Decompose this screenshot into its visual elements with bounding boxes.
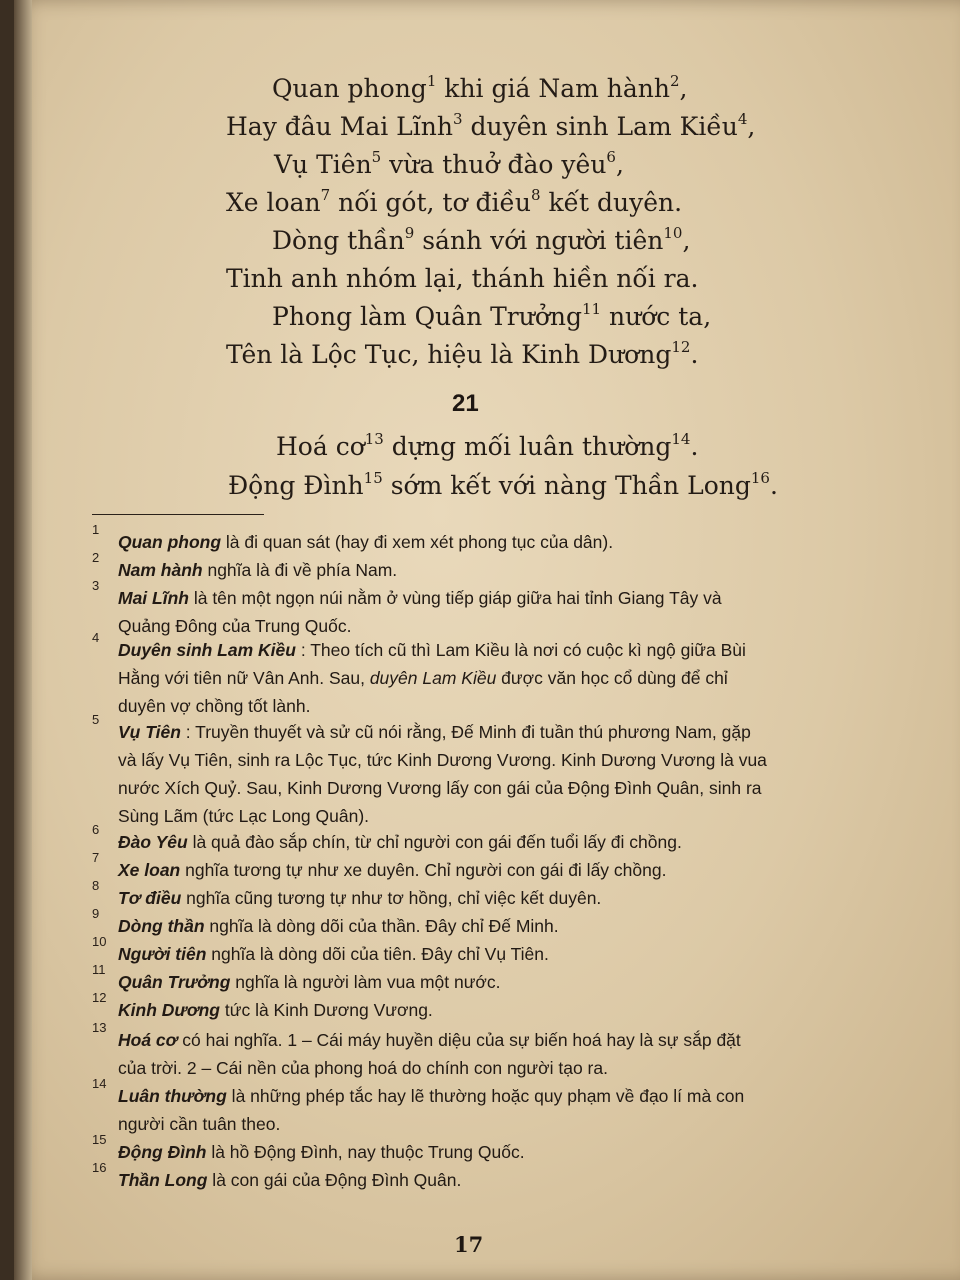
verse-text: Tinh anh nhóm lại, thánh hiền nối ra. — [226, 264, 699, 293]
footnote-number: 10 — [92, 934, 107, 949]
footnote-term: Quan phong — [118, 532, 222, 552]
footnote-ref: 16 — [750, 469, 770, 487]
footnote-number: 11 — [92, 962, 106, 977]
verse-text: , — [682, 226, 691, 255]
footnote-gloss: Hằng với tiên nữ Vân Anh. Sau, — [118, 668, 370, 688]
footnote-gloss: nghĩa là dòng dõi của tiên. Đây chỉ Vụ Tiên. — [206, 944, 549, 964]
verse-text: Hay đâu Mai Lĩnh — [226, 112, 453, 141]
footnote-term: Luân thường — [118, 1086, 227, 1106]
footnote-text — [118, 636, 868, 720]
footnote-number: 5 — [92, 712, 100, 727]
footnote-text — [118, 718, 868, 830]
footnote-gloss: là hồ Động Đình, nay thuộc Trung Quốc. — [206, 1142, 525, 1162]
footnote-emphasis: duyên Lam Kiều — [369, 668, 497, 688]
footnote-number: 3 — [92, 578, 100, 593]
verse-text: nối gót, tơ điều — [330, 188, 531, 217]
footnote-gloss: Sùng Lãm (tức Lạc Long Quân). — [118, 806, 370, 826]
verse-text: Động Đình — [228, 471, 364, 500]
footnote-ref: 1 — [426, 72, 437, 90]
verse-text: vừa thuở đào yêu — [381, 150, 607, 179]
verse-line — [226, 188, 682, 217]
verse-text: nước ta, — [601, 302, 712, 331]
footnote-ref: 2 — [670, 72, 680, 90]
verse-text: sớm kết với nàng Thần Long — [382, 471, 751, 500]
verse-text: Hoá cơ — [276, 432, 365, 461]
footnote-ref: 7 — [320, 186, 331, 204]
footnote-gloss: : Truyền thuyết và sử cũ nói rằng, Đế Minh đi tuần thú phương Nam, gặp — [180, 722, 751, 742]
footnote-gloss: nghĩa là đi về phía Nam. — [202, 560, 398, 580]
section-number: 21 — [452, 390, 479, 417]
page-number: 17 — [454, 1232, 484, 1257]
footnote-number: 9 — [92, 906, 100, 921]
footnote-text — [118, 828, 868, 856]
footnote-number: 6 — [92, 822, 100, 837]
verse-text: Tên là Lộc Tục, hiệu là Kinh Dương — [226, 340, 672, 369]
footnote-ref: 14 — [671, 430, 691, 448]
footnote-text — [118, 1166, 868, 1194]
verse-line — [226, 340, 698, 369]
footnote-gloss: người cần tuân theo. — [118, 1114, 281, 1134]
footnote-gloss: và lấy Vụ Tiên, sinh ra Lộc Tục, tức Kinh Dương Vương. Kinh Dương Vương là vua — [118, 750, 767, 770]
verse-text: Quan phong — [272, 74, 427, 103]
footnote-ref: 10 — [663, 224, 683, 242]
footnote-text — [118, 856, 868, 884]
verse-text: . — [769, 471, 778, 500]
footnote-number: 16 — [92, 1160, 107, 1175]
footnote-text — [118, 1082, 868, 1138]
verse-text: dựng mối luân thường — [383, 432, 672, 461]
footnote-gloss: nghĩa là người làm vua một nước. — [230, 972, 501, 992]
footnote-ref: 3 — [452, 110, 463, 128]
verse-line — [274, 150, 624, 179]
verse-text: . — [690, 340, 699, 369]
footnote-gloss: nghĩa cũng tương tự như tơ hồng, chỉ việc kết duyên. — [181, 888, 602, 908]
footnote-text — [118, 1026, 868, 1082]
footnote-gloss: của trời. 2 – Cái nền của phong hoá do chính con người tạo ra. — [118, 1058, 608, 1078]
verse-text: Dòng thần — [272, 226, 405, 255]
footnote-text — [118, 1138, 868, 1166]
footnote-gloss: là đi quan sát (hay đi xem xét phong tục của dân). — [221, 532, 614, 552]
footnote-text — [118, 584, 868, 640]
footnote-ref: 8 — [530, 186, 541, 204]
footnote-ref: 11 — [582, 300, 602, 318]
footnote-gloss: được văn học cổ dùng để chỉ — [496, 668, 728, 688]
verse-line — [276, 432, 698, 461]
footnote-text — [118, 528, 868, 556]
footnote-gloss: : Theo tích cũ thì Lam Kiều là nơi có cuộc kì ngộ giữa Bùi — [295, 640, 746, 660]
footnote-gloss: tức là Kinh Dương Vương. — [220, 1000, 433, 1020]
footnote-term: Tơ điều — [118, 888, 182, 908]
verse-text: khi giá Nam hành — [436, 74, 670, 103]
footnote-term: Người tiên — [118, 944, 207, 964]
footnote-gloss: Quảng Đông của Trung Quốc. — [118, 616, 352, 636]
footnote-gloss: có hai nghĩa. 1 – Cái máy huyền diệu của sự biến hoá hay là sự sắp đặt — [177, 1030, 741, 1050]
footnote-text — [118, 996, 868, 1024]
verse-text: , — [747, 112, 756, 141]
footnote-term: Động Đình — [118, 1142, 207, 1162]
verse-line — [226, 264, 698, 293]
footnote-ref: 5 — [371, 148, 382, 166]
verse-line — [272, 74, 688, 103]
verse-text: , — [615, 150, 624, 179]
verse-text: duyên sinh Lam Kiều — [462, 112, 738, 141]
verse-text: . — [690, 432, 699, 461]
footnote-gloss: là tên một ngọn núi nằm ở vùng tiếp giáp giữa hai tỉnh Giang Tây và — [188, 588, 722, 608]
footnote-number: 8 — [92, 878, 100, 893]
footnote-number: 4 — [92, 630, 100, 645]
verse-text: Xe loan — [226, 188, 321, 217]
footnote-gloss: nước Xích Quỷ. Sau, Kinh Dương Vương lấy con gái của Động Đình Quân, sinh ra — [118, 778, 762, 798]
footnote-gloss: duyên vợ chồng tốt lành. — [118, 696, 311, 716]
footnote-number: 7 — [92, 850, 100, 865]
footnote-ref: 9 — [404, 224, 415, 242]
footnote-text — [118, 884, 868, 912]
footnote-term: Nam hành — [118, 560, 203, 580]
footnote-gloss: là quả đào sắp chín, từ chỉ người con gái đến tuổi lấy đi chồng. — [187, 832, 682, 852]
footnote-gloss: nghĩa tương tự như xe duyên. Chỉ người con gái đi lấy chồng. — [180, 860, 667, 880]
verse-text: Phong làm Quân Trưởng — [272, 302, 583, 331]
footnote-term: Đào Yêu — [118, 832, 188, 852]
footnote-ref: 6 — [606, 148, 616, 166]
footnote-separator — [92, 514, 264, 515]
verse-line — [272, 302, 711, 331]
footnote-term: Quân Trưởng — [118, 972, 231, 992]
footnote-ref: 4 — [737, 110, 748, 128]
verse-text: sánh với người tiên — [414, 226, 664, 255]
verse-text: Vụ Tiên — [274, 150, 372, 179]
footnote-term: Hoá cơ — [118, 1030, 178, 1050]
footnote-term: Vụ Tiên — [118, 722, 181, 742]
footnote-number: 15 — [92, 1132, 107, 1147]
footnote-text — [118, 968, 868, 996]
footnote-text — [118, 556, 868, 584]
footnote-number: 13 — [92, 1020, 107, 1035]
footnote-ref: 13 — [364, 430, 384, 448]
footnote-gloss: nghĩa là dòng dõi của thần. Đây chỉ Đế Minh. — [204, 916, 559, 936]
footnote-gloss: là những phép tắc hay lẽ thường hoặc quy phạm về đạo lí mà con — [226, 1086, 745, 1106]
footnote-number: 1 — [92, 522, 100, 537]
footnote-text — [118, 912, 868, 940]
footnote-term: Xe loan — [118, 860, 181, 880]
footnote-ref: 15 — [363, 469, 383, 487]
page-binding-edge — [14, 0, 32, 1280]
footnote-term: Duyên sinh Lam Kiều — [118, 640, 296, 660]
footnote-ref: 12 — [671, 338, 691, 356]
footnote-term: Mai Lĩnh — [118, 588, 189, 608]
footnote-number: 12 — [92, 990, 107, 1005]
verse-line — [226, 112, 755, 141]
footnote-term: Dòng thần — [118, 916, 205, 936]
verse-line — [228, 471, 778, 500]
footnote-text — [118, 940, 868, 968]
verse-line — [272, 226, 690, 255]
verse-text: , — [679, 74, 688, 103]
verse-text: kết duyên. — [540, 188, 683, 217]
footnote-gloss: là con gái của Động Đình Quân. — [207, 1170, 462, 1190]
footnote-term: Kinh Dương — [118, 1000, 221, 1020]
footnote-number: 14 — [92, 1076, 107, 1091]
footnote-term: Thần Long — [118, 1170, 208, 1190]
footnote-number: 2 — [92, 550, 100, 565]
